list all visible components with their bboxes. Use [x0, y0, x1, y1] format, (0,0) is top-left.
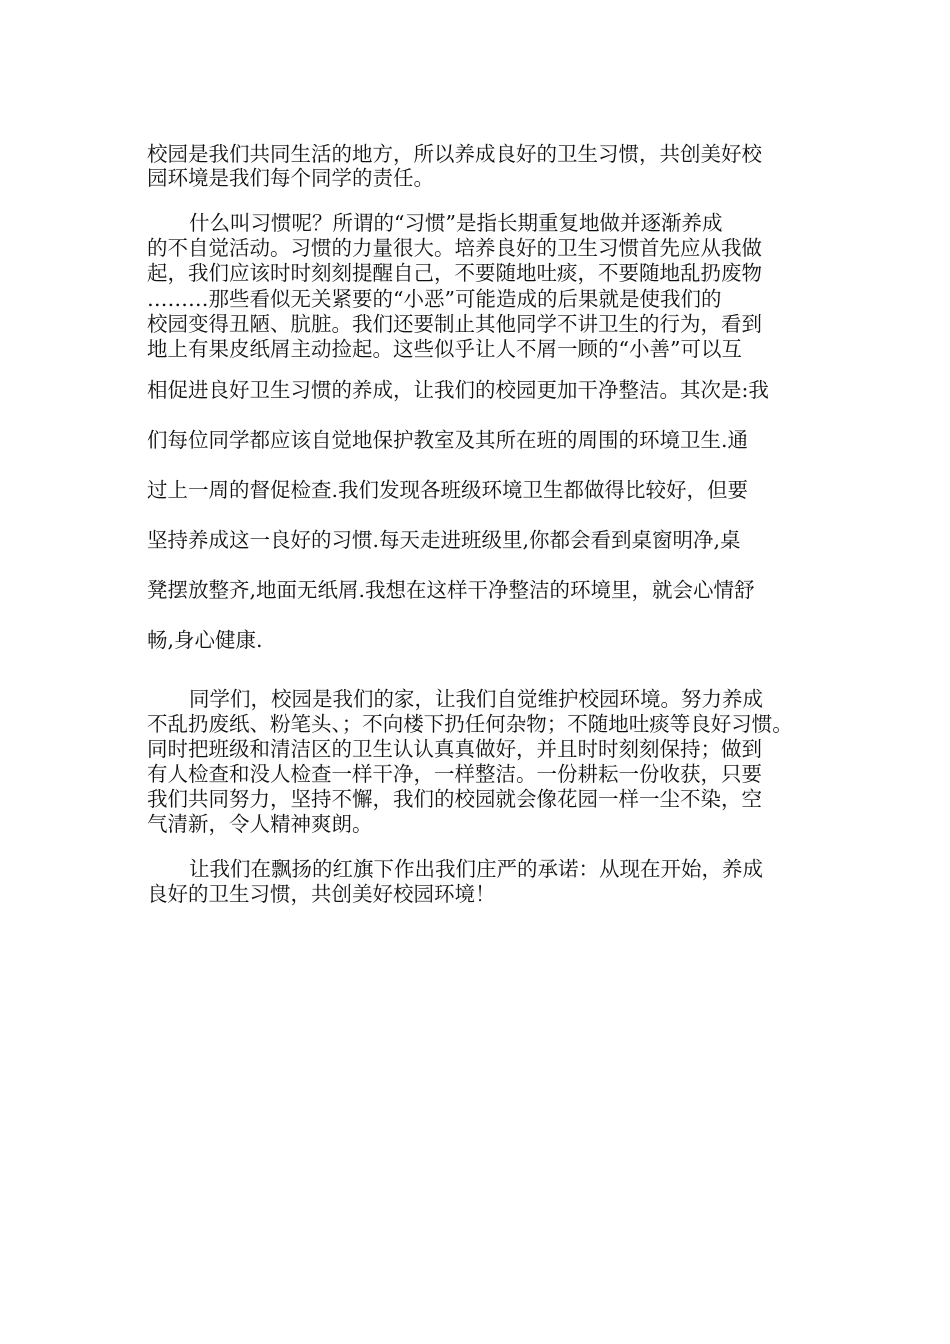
paragraph-4-line-2: 良好的卫生习惯，共创美好校园环境！: [147, 882, 496, 906]
paragraph-2-line-9: 过上一周的督促检查.我们发现各班级环境卫生都做得比较好，但要: [147, 478, 749, 502]
paragraph-2-line-5: 校园变得丑陋、肮脏。我们还要制止其他同学不讲卫生的行为，看到: [147, 312, 762, 336]
paragraph-2-line-10: 坚持养成这一良好的习惯.每天走进班级里,你都会看到桌窗明净,桌: [147, 528, 741, 552]
paragraph-2-line-1: 什么叫习惯呢？所谓的“习惯”是指长期重复地做并逐渐养成: [189, 211, 723, 235]
paragraph-2-line-2: 的不自觉活动。习惯的力量很大。培养良好的卫生习惯首先应从我做: [147, 236, 762, 260]
paragraph-2-line-4: ………那些看似无关紧要的“小恶”可能造成的后果就是使我们的: [147, 287, 722, 311]
paragraph-1-line-2: 园环境是我们每个同学的责任。: [147, 166, 434, 190]
paragraph-3-line-4: 有人检查和没人检查一样干净，一样整洁。一份耕耘一份收获，只要: [147, 762, 762, 786]
paragraph-2-line-3: 起，我们应该时时刻刻提醒自己，不要随地吐痰，不要随地乱扔废物: [147, 261, 762, 285]
paragraph-3-line-3: 同时把班级和清洁区的卫生认认真真做好，并且时时刻刻保持；做到: [147, 737, 762, 761]
paragraph-4-line-1: 让我们在飘扬的红旗下作出我们庄严的承诺：从现在开始，养成: [189, 857, 763, 881]
paragraph-3-line-2: 不乱扔废纸、粉笔头、；不向楼下扔任何杂物；不随地吐痰等良好习惯。: [147, 712, 793, 736]
paragraph-2-line-7: 相促进良好卫生习惯的养成，让我们的校园更加干净整洁。其次是:我: [147, 378, 769, 402]
paragraph-3-line-1: 同学们，校园是我们的家，让我们自觉维护校园环境。努力养成: [189, 687, 763, 711]
paragraph-3-line-5: 我们共同努力，坚持不懈，我们的校园就会像花园一样一尘不染，空: [147, 787, 762, 811]
paragraph-2-line-8: 们每位同学都应该自觉地保护教室及其所在班的周围的环境卫生.通: [147, 428, 749, 452]
paragraph-1-line-1: 校园是我们共同生活的地方，所以养成良好的卫生习惯，共创美好校: [147, 142, 762, 166]
paragraph-2-line-11: 凳摆放整齐,地面无纸屑.我想在这样干净整洁的环境里，就会心情舒: [147, 578, 755, 602]
paragraph-2-line-6: 地上有果皮纸屑主动捡起。这些似乎让人不屑一顾的“小善”可以互: [147, 337, 742, 361]
paragraph-3-line-6: 气清新，令人精神爽朗。: [147, 812, 373, 836]
paragraph-2-line-12: 畅,身心健康.: [147, 628, 263, 652]
